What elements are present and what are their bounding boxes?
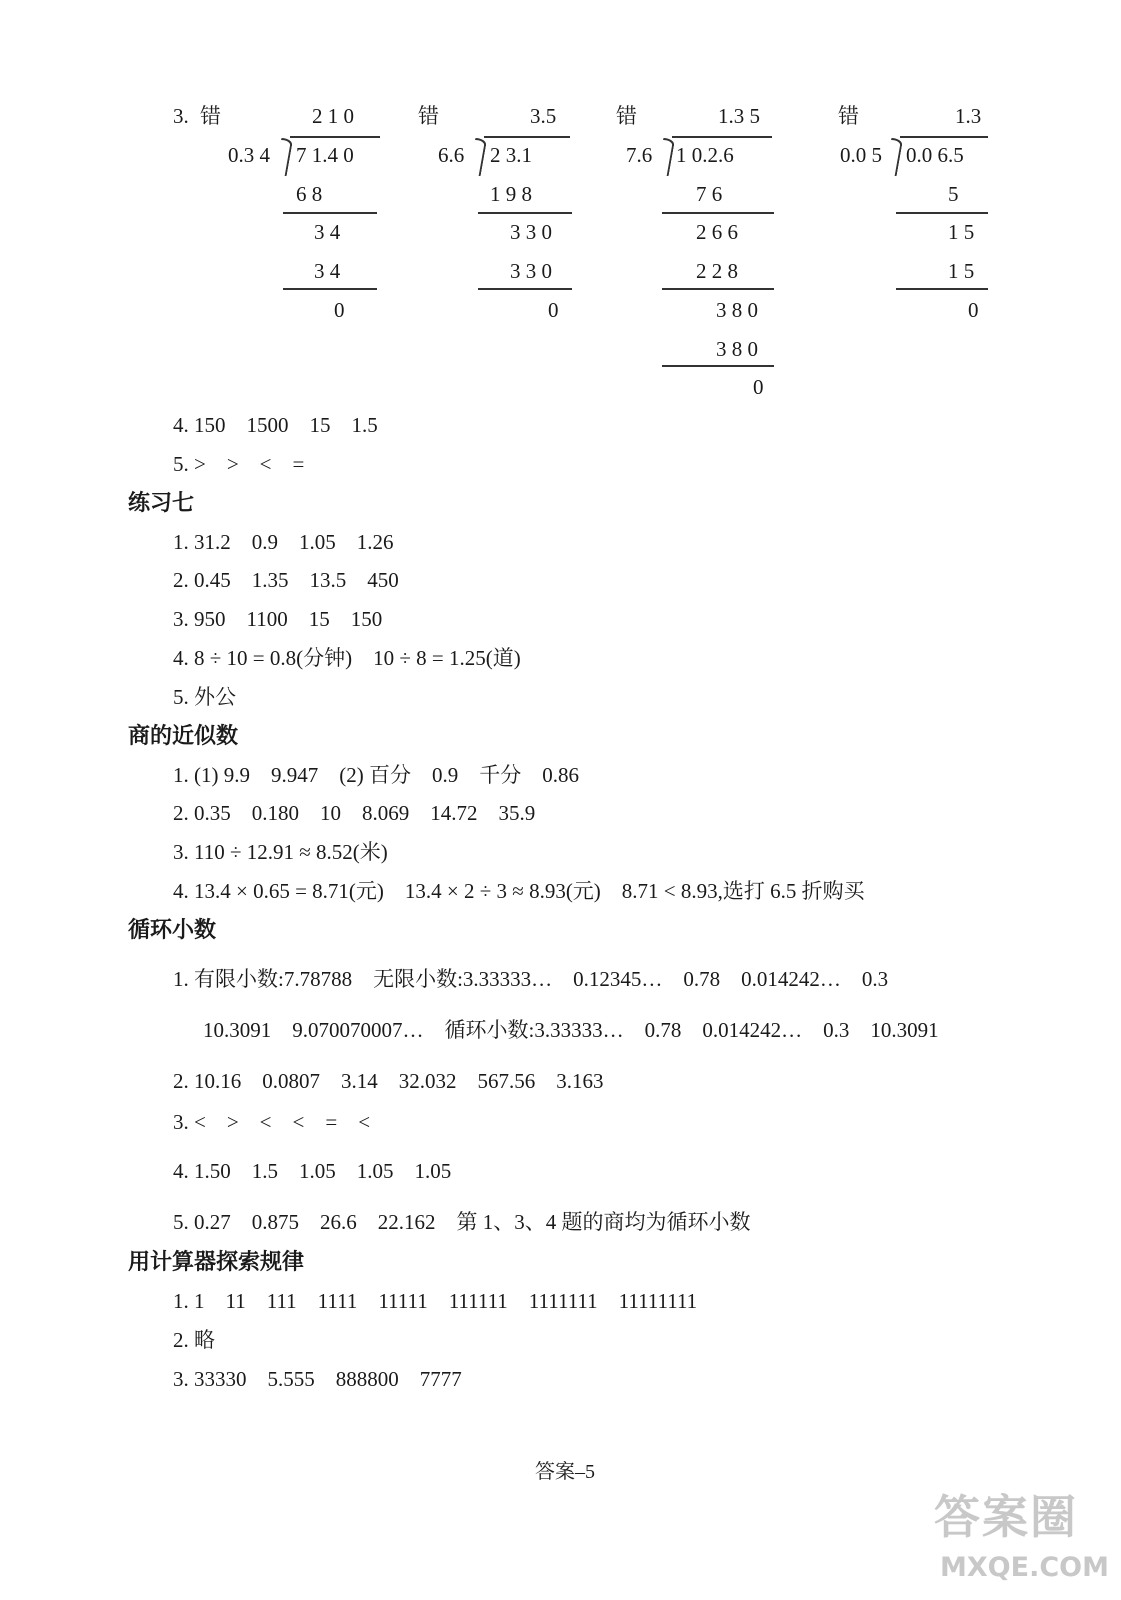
- answer-line: 1. 1 11 111 1111 11111 111111 1111111 11111111: [173, 1289, 698, 1313]
- dividend: 7 1.4 0: [296, 143, 354, 167]
- answer-line: 2. 0.45 1.35 13.5 450: [173, 568, 399, 592]
- subtraction-line: [283, 288, 377, 290]
- division-bar: [484, 136, 570, 138]
- subtraction-line: [478, 288, 572, 290]
- answer-line: 4. 150 1500 15 1.5: [173, 413, 378, 437]
- answer-line: 3. 110 ÷ 12.91 ≈ 8.52(米): [173, 840, 388, 864]
- answer-line: 2. 略: [173, 1328, 215, 1352]
- answer-line: 2. 0.35 0.180 10 8.069 14.72 35.9: [173, 801, 536, 825]
- step: 0: [968, 298, 979, 322]
- divisor: 6.6: [438, 143, 465, 167]
- page-number: 答案–5: [535, 1461, 595, 1483]
- step: 1 5: [948, 220, 975, 244]
- answer-line: 4. 13.4 × 0.65 = 8.71(元) 13.4 × 2 ÷ 3 ≈ 8.93(元) 8.71 < 8.93,选打 6.5 折购买: [173, 879, 865, 903]
- answer-line: 4. 1.50 1.5 1.05 1.05 1.05: [173, 1159, 452, 1183]
- subtraction-line: [283, 212, 377, 214]
- division-bracket: [275, 138, 294, 176]
- watermark: [930, 1488, 1110, 1596]
- step: 0: [753, 375, 764, 399]
- question-number: 3.: [173, 104, 189, 128]
- error-mark: 错: [616, 104, 637, 128]
- dividend: 0.0 6.5: [906, 143, 964, 167]
- step: 7 6: [696, 182, 723, 206]
- subtraction-line: [896, 212, 988, 214]
- division-bracket: [657, 138, 676, 176]
- answer-line: 10.3091 9.070070007… 循环小数:3.33333… 0.78 0.014242… 0.3 10.3091: [203, 1018, 939, 1042]
- step: 6 8: [296, 182, 323, 206]
- answer-line: 5. 0.27 0.875 26.6 22.162 第 1、3、4 题的商均为循环小数: [173, 1210, 751, 1234]
- division-bar: [672, 136, 772, 138]
- watermark-site: MXQE.COM: [940, 1552, 1109, 1583]
- answer-line: 1. 有限小数:7.78788 无限小数:3.33333… 0.12345… 0.78 0.014242… 0.3: [173, 967, 889, 991]
- answer-line: 5. 外公: [173, 685, 236, 709]
- section-title: 循环小数: [128, 918, 217, 943]
- error-mark: 错: [838, 104, 859, 128]
- answer-line: 3. 950 1100 15 150: [173, 607, 383, 631]
- step: 3 3 0: [510, 259, 552, 283]
- answer-line: 1. (1) 9.9 9.947 (2) 百分 0.9 千分 0.86: [173, 763, 579, 787]
- answer-line: 3. < > < < = <: [173, 1110, 371, 1134]
- answer-line: 1. 31.2 0.9 1.05 1.26: [173, 530, 394, 554]
- answer-line: 2. 10.16 0.0807 3.14 32.032 567.56 3.163: [173, 1069, 604, 1093]
- section-title: 商的近似数: [128, 724, 239, 749]
- section-title: 练习七: [128, 491, 195, 516]
- step: 3 8 0: [716, 298, 758, 322]
- subtraction-line: [662, 212, 774, 214]
- step: 3 3 0: [510, 220, 552, 244]
- divisor: 7.6: [626, 143, 653, 167]
- division-bracket: [469, 138, 488, 176]
- step: 3 4: [314, 259, 341, 283]
- section-title: 用计算器探索规律: [128, 1250, 305, 1275]
- subtraction-line: [478, 212, 572, 214]
- dividend: 2 3.1: [490, 143, 532, 167]
- division-bracket: [885, 138, 904, 176]
- step: 2 2 8: [696, 259, 738, 283]
- step: 0: [334, 298, 345, 322]
- quotient: 3.5: [530, 104, 557, 128]
- step: 5: [948, 182, 959, 206]
- step: 3 8 0: [716, 337, 758, 361]
- dividend: 1 0.2.6: [676, 143, 734, 167]
- subtraction-line: [662, 288, 774, 290]
- step: 1 9 8: [490, 182, 532, 206]
- error-mark: 错: [418, 104, 439, 128]
- answer-line: 5. > > < =: [173, 452, 305, 476]
- step: 1 5: [948, 259, 975, 283]
- quotient: 1.3: [955, 104, 982, 128]
- divisor: 0.0 5: [840, 143, 882, 167]
- quotient: 2 1 0: [312, 104, 354, 128]
- division-bar: [290, 136, 380, 138]
- step: 3 4: [314, 220, 341, 244]
- step: 0: [548, 298, 559, 322]
- divisor: 0.3 4: [228, 143, 270, 167]
- subtraction-line: [662, 365, 774, 367]
- division-bar: [900, 136, 988, 138]
- answer-line: 4. 8 ÷ 10 = 0.8(分钟) 10 ÷ 8 = 1.25(道): [173, 646, 521, 670]
- watermark-logo: 答案圈: [934, 1490, 1078, 1544]
- error-mark: 错: [200, 104, 221, 128]
- quotient: 1.3 5: [718, 104, 760, 128]
- step: 2 6 6: [696, 220, 738, 244]
- answer-line: 3. 33330 5.555 888800 7777: [173, 1367, 462, 1391]
- subtraction-line: [896, 288, 988, 290]
